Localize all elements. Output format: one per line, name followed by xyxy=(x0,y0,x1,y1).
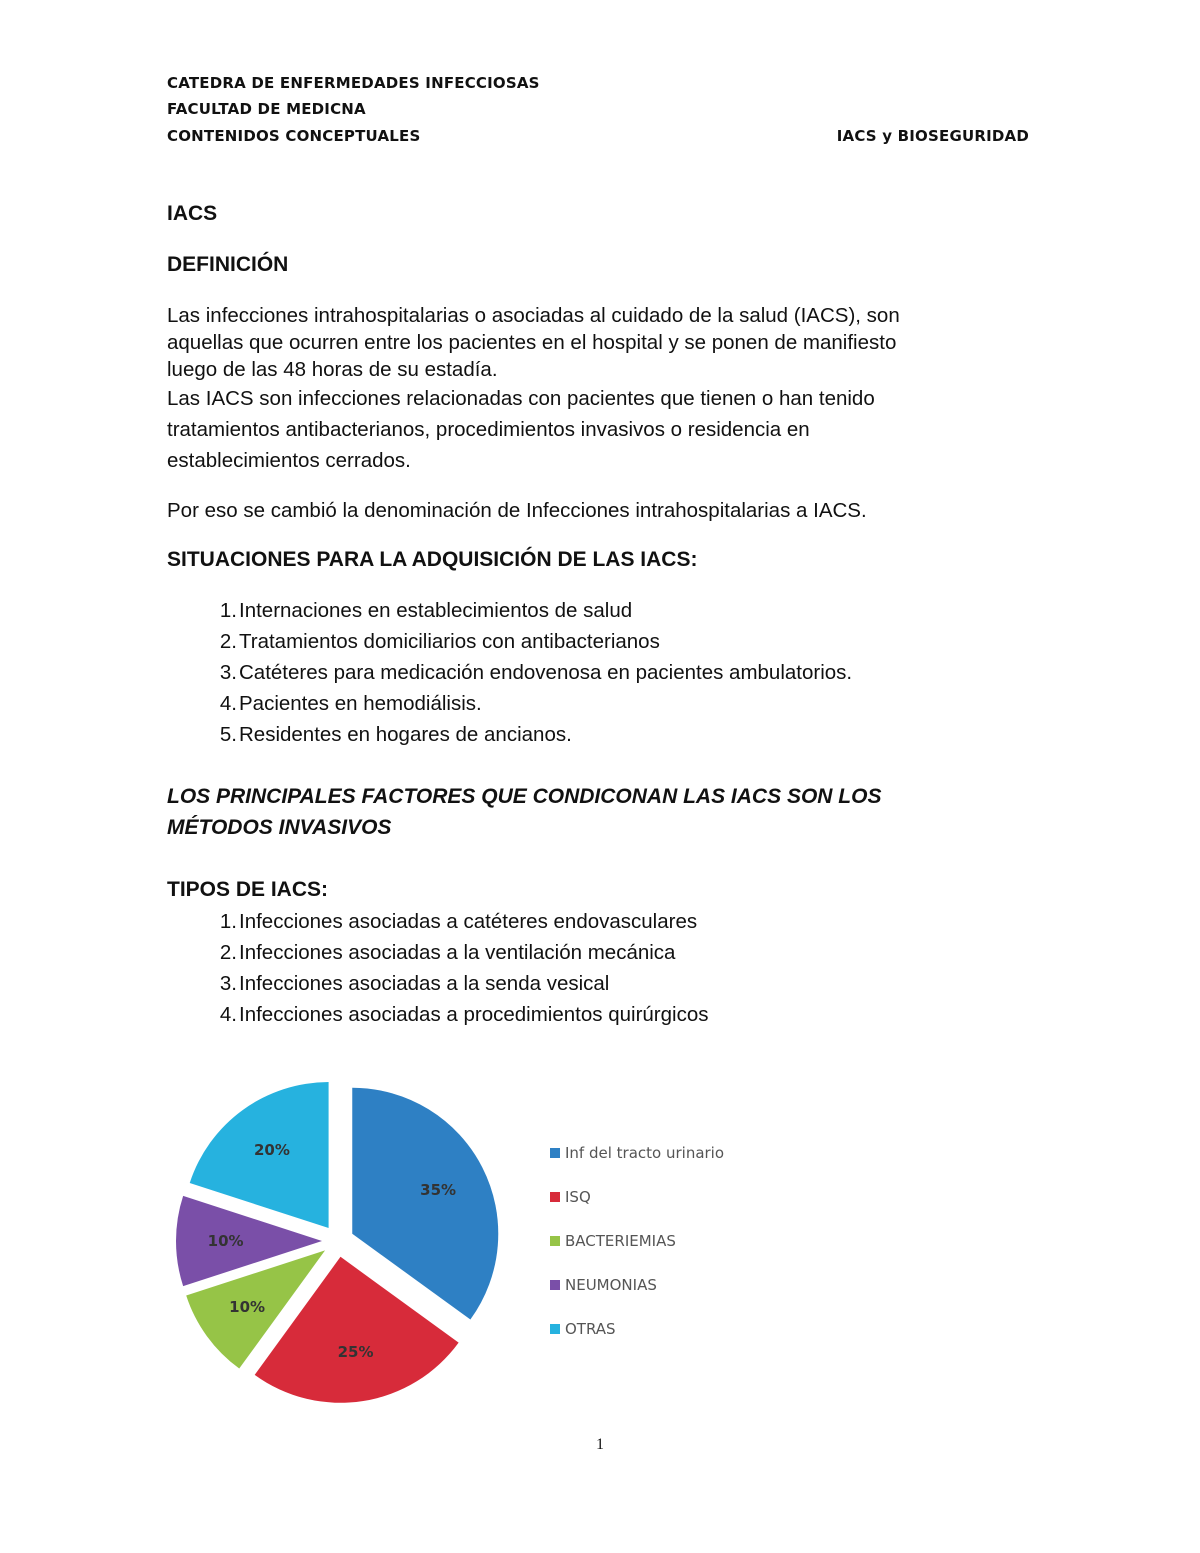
list-item xyxy=(167,688,852,719)
situaciones-list xyxy=(167,595,852,750)
header-line-3 xyxy=(167,127,1029,145)
paragraph-line: luego de las 48 horas de su estadía. xyxy=(167,358,498,381)
definicion-paragraph-1 xyxy=(167,302,1047,383)
tipos-heading: TIPOS DE IACS: xyxy=(167,878,329,901)
list-number: 3. xyxy=(219,972,237,995)
header-line-2: FACULTAD DE MEDICNA xyxy=(167,100,366,118)
list-text: Infecciones asociadas a procedimientos quirúrgicos xyxy=(239,1003,709,1026)
legend-label: NEUMONIAS xyxy=(565,1276,657,1294)
list-number: 3. xyxy=(219,661,237,684)
list-item xyxy=(167,999,708,1030)
legend-swatch xyxy=(550,1236,560,1246)
list-text: Internaciones en establecimientos de salud xyxy=(239,599,633,622)
list-number: 1. xyxy=(219,910,237,933)
pie-slice-label: 10% xyxy=(229,1298,266,1317)
pie-slice-label: 20% xyxy=(254,1141,290,1160)
paragraph-line: tratamientos antibacterianos, procedimientos invasivos o residencia en xyxy=(167,418,810,441)
header-left: CONTENIDOS CONCEPTUALES xyxy=(167,127,421,145)
definicion-paragraph-2 xyxy=(167,383,1047,476)
list-text: Catéteres para medicación endovenosa en pacientes ambulatorios. xyxy=(239,661,853,684)
list-number: 1. xyxy=(219,599,237,622)
page-number: 1 xyxy=(596,1436,604,1453)
paragraph-line: Las infecciones intrahospitalarias o asociadas al cuidado de la salud (IACS), son xyxy=(167,304,900,327)
pie-slice-label: 25% xyxy=(337,1342,374,1361)
list-text: Infecciones asociadas a la ventilación mecánica xyxy=(239,941,676,964)
list-text: Residentes en hogares de ancianos. xyxy=(239,723,572,746)
header-line-1: CATEDRA DE ENFERMEDADES INFECCIOSAS xyxy=(167,74,540,92)
legend-label: ISQ xyxy=(565,1188,591,1206)
list-number: 2. xyxy=(219,941,237,964)
tipos-list xyxy=(167,906,708,1030)
list-text: Pacientes en hemodiálisis. xyxy=(239,692,482,715)
list-item xyxy=(167,657,852,688)
definicion-heading: DEFINICIÓN xyxy=(167,253,289,276)
definicion-paragraph-3: Por eso se cambió la denominación de Infecciones intrahospitalarias a IACS. xyxy=(167,499,867,522)
legend-label: OTRAS xyxy=(565,1320,616,1338)
list-number: 2. xyxy=(219,630,237,653)
header-right: IACS y BIOSEGURIDAD xyxy=(836,127,1029,145)
paragraph-line: establecimientos cerrados. xyxy=(167,449,411,472)
factores-line-2: MÉTODOS INVASIVOS xyxy=(167,816,392,839)
factores-line-1: LOS PRINCIPALES FACTORES QUE CONDICONAN LAS IACS SON LOS xyxy=(167,785,882,808)
legend-swatch xyxy=(550,1148,560,1158)
legend-label: BACTERIEMIAS xyxy=(565,1232,676,1250)
list-text: Tratamientos domiciliarios con antibacterianos xyxy=(239,630,660,653)
list-item xyxy=(167,595,852,626)
list-number: 5. xyxy=(219,723,237,746)
list-item xyxy=(167,626,852,657)
legend-swatch xyxy=(550,1280,560,1290)
document-title: IACS xyxy=(167,202,218,225)
legend-swatch xyxy=(550,1324,560,1334)
list-text: Infecciones asociadas a catéteres endovasculares xyxy=(239,910,698,933)
legend-label: Inf del tracto urinario xyxy=(565,1144,725,1162)
paragraph-line: Las IACS son infecciones relacionadas con pacientes que tienen o han tenido xyxy=(167,387,875,410)
list-item xyxy=(167,968,708,999)
list-item xyxy=(167,719,852,750)
list-item xyxy=(167,937,708,968)
pie-slice-label: 35% xyxy=(420,1180,457,1199)
iacs-pie-chart xyxy=(160,1075,780,1415)
list-text: Infecciones asociadas a la senda vesical xyxy=(239,972,610,995)
list-number: 4. xyxy=(219,1003,237,1026)
list-number: 4. xyxy=(219,692,237,715)
situaciones-heading: SITUACIONES PARA LA ADQUISICIÓN DE LAS IACS: xyxy=(167,548,698,571)
paragraph-line: aquellas que ocurren entre los pacientes en el hospital y se ponen de manifiesto xyxy=(167,331,897,354)
factores-heading xyxy=(167,781,881,843)
list-item xyxy=(167,906,708,937)
pie-slice-label: 10% xyxy=(207,1232,244,1250)
legend-swatch xyxy=(550,1192,560,1202)
